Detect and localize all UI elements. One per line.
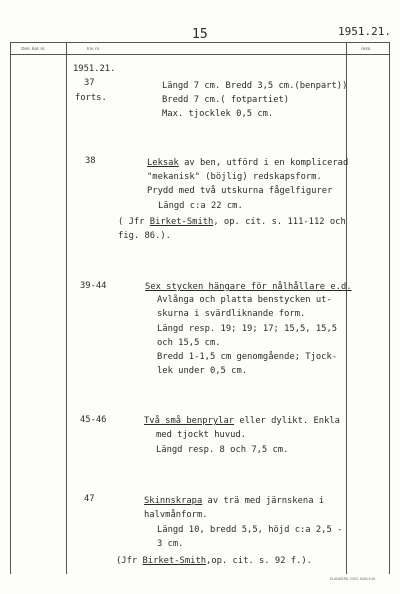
entry-47-title: Skinnskrapa bbox=[144, 496, 203, 506]
entry-47-reference: (Jfr Birket-Smith,op. cit. s. 92 f.). bbox=[116, 556, 312, 566]
top-rule bbox=[10, 42, 390, 43]
entry-37-line-1: Längd 7 cm. Bredd 3,5 cm.(benpart)) bbox=[162, 81, 348, 91]
column-divider-2 bbox=[346, 42, 347, 574]
entry-38-reference-1: ( Jfr Birket-Smith, op. cit. s. 111-112 och bbox=[118, 217, 346, 227]
entry-45-46-line-3: Längd resp. 8 och 7,5 cm. bbox=[156, 445, 289, 455]
page-number: 15 bbox=[192, 27, 208, 42]
column-header-inv: Inv. nr. bbox=[87, 46, 101, 51]
entry-38-title: Leksak bbox=[147, 158, 179, 168]
entry-39-44-line-2: Avlånga och platta benstycken ut- bbox=[157, 295, 332, 305]
entry-39-44-line-5: och 15,5 cm. bbox=[157, 338, 221, 348]
entry-38-line-1: Leksak av ben, utförd i en komplicerad bbox=[147, 158, 349, 168]
entry-45-46-title: Två små benprylar bbox=[144, 416, 235, 426]
column-divider-1 bbox=[66, 42, 67, 574]
entry-45-46-line-1: Två små benprylar eller dylikt. Enkla bbox=[144, 416, 340, 426]
entry-39-44-line-6: Bredd 1-1,5 cm genomgående; Tjock- bbox=[157, 352, 338, 362]
entry-45-46-line-2: med tjockt huvud. bbox=[156, 430, 247, 440]
header-rule bbox=[10, 54, 390, 55]
entry-47-line-1: Skinnskrapa av trä med järnskena i bbox=[144, 496, 325, 506]
reference-author: Birket-Smith bbox=[149, 217, 214, 227]
entry-37-year: 1951.21. bbox=[73, 64, 116, 74]
column-header-gen-kat: Gen. kat. nr. bbox=[21, 46, 46, 51]
entry-39-44-line-3: skurna i svärdliknande form. bbox=[157, 309, 306, 319]
reference-author: Birket-Smith bbox=[142, 556, 207, 566]
right-border bbox=[389, 42, 390, 574]
entry-38-line-4: Längd c:a 22 cm. bbox=[158, 201, 243, 211]
catalog-year: 1951.21. bbox=[338, 25, 391, 38]
entry-47-number: 47 bbox=[84, 494, 95, 504]
entry-39-44-line-4: Längd resp. 19; 19; 17; 15,5, 15,5 bbox=[157, 324, 338, 334]
entry-37-number: 37 bbox=[84, 78, 95, 88]
entry-47-line-3: Längd 10, bredd 5,5, höjd c:a 2,5 - bbox=[157, 525, 343, 535]
entry-37-line-2: Bredd 7 cm.( fotpartiet) bbox=[162, 95, 290, 105]
entry-39-44-title: Sex stycken hängare för nålhållare e.d. bbox=[145, 282, 352, 292]
printer-imprint: ELANDERS, GÖG. 6004-5.49 bbox=[330, 577, 376, 581]
entry-39-44-line-1 bbox=[145, 283, 352, 292]
entry-39-44-number: 39-44 bbox=[80, 281, 107, 291]
entry-47-line-2: halvmånform. bbox=[144, 510, 208, 520]
entry-47-line-4: 3 cm. bbox=[157, 539, 184, 549]
entry-38-number: 38 bbox=[85, 156, 96, 166]
entry-37-forts: forts. bbox=[75, 93, 107, 103]
entry-39-44-line-7: lek under 0,5 cm. bbox=[157, 366, 248, 376]
entry-45-46-number: 45-46 bbox=[80, 415, 107, 425]
left-border bbox=[10, 42, 11, 574]
column-header-anm: Anm. bbox=[361, 46, 372, 51]
entry-38-reference-2: fig. 86.). bbox=[118, 231, 171, 241]
entry-38-line-2: "mekanisk" (böjlig) redskapsform. bbox=[147, 172, 322, 182]
entry-38-line-3: Prydd med två utskurna fågelfigurer bbox=[147, 186, 333, 196]
entry-37-line-3: Max. tjocklek 0,5 cm. bbox=[162, 109, 274, 119]
